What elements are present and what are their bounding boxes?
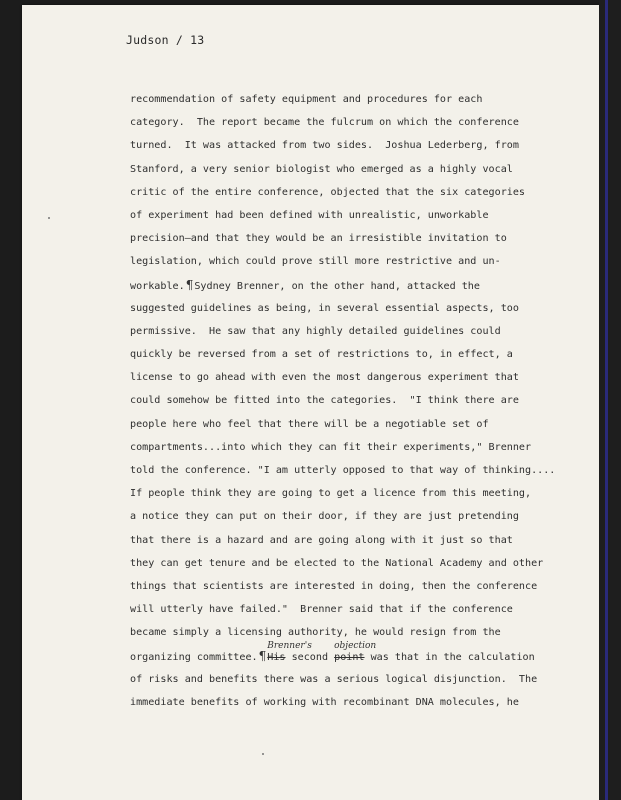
text-line: If people think they are going to get a licence from this meeting, [130,488,532,500]
text-line: recommendation of safety equipment and procedures for each [130,94,483,105]
text-line: suggested guidelines as being, in several essential aspects, too [130,302,519,314]
text-line: critic of the entire conference, objected that the six categories [130,186,526,198]
text-line: they can get tenure and be elected to the National Academy and other [130,557,544,569]
text-fragment: workable. [130,280,185,292]
struck-word: His [267,651,286,663]
text-line: things that scientists are interested in doing, then the conference [130,580,538,592]
text-line: of experiment had been defined with unrealistic, unworkable [130,209,489,221]
text-fragment: Sydney Brenner, on the other hand, attacked the [194,280,480,292]
text-line: told the conference. "I am utterly opposed to that way of thinking.... [130,465,556,476]
text-line: Stanford, a very senior biologist who emerged as a highly vocal [130,163,513,175]
text-line: that there is a hazard and are going along with it just so that [130,534,513,546]
handwritten-insertion: Brenner's [267,640,312,651]
text-line: turned. It was attacked from two sides. Joshua Lederberg, from [130,140,519,152]
text-line: quickly be reversed from a set of restrictions to, in effect, a [130,349,513,361]
text-line: of risks and benefits there was a serious logical disjunction. The [130,673,538,685]
speck-mark [262,753,264,755]
text-fragment: second [291,651,329,663]
handwritten-insertion: objection [334,640,377,651]
body-text [130,88,570,714]
text-line: license to go ahead with even the most dangerous experiment that [130,372,519,384]
text-line: became simply a licensing authority, he would resign from the [130,627,501,639]
paragraph-mark-icon: ¶ [185,277,194,292]
text-fragment: organizing committee. [130,651,258,663]
text-line: category. The report became the fulcrum on which the conference [130,117,519,129]
text-line: a notice they can put on their door, if they are just pretending [130,511,519,523]
text-line: could somehow be fitted into the categories. "I think there are [130,395,519,407]
text-line: precision—and that they would be an irresistible invitation to [130,233,507,245]
scan-border [599,0,621,800]
edit-replacement [334,640,377,669]
text-line: immediate benefits of working with recombinant DNA molecules, he [130,696,519,708]
text-line: legislation, which could prove still more restrictive and un- [130,256,501,268]
punch-mark [48,217,50,219]
text-line: will utterly have failed." Brenner said that if the conference [130,604,513,616]
text-line [130,274,570,297]
paragraph-mark-icon: ¶ [258,648,267,663]
page-header: Judson / 13 [126,33,205,47]
text-line: compartments...into which they can fit their experiments," Brenner [130,441,532,453]
text-fragment: was that in the calculation [370,651,535,663]
struck-word: point [334,651,365,663]
text-line: permissive. He saw that any highly detailed guidelines could [130,325,501,337]
text-line: people here who feel that there will be a negotiable set of [130,418,489,430]
text-line [130,640,570,668]
